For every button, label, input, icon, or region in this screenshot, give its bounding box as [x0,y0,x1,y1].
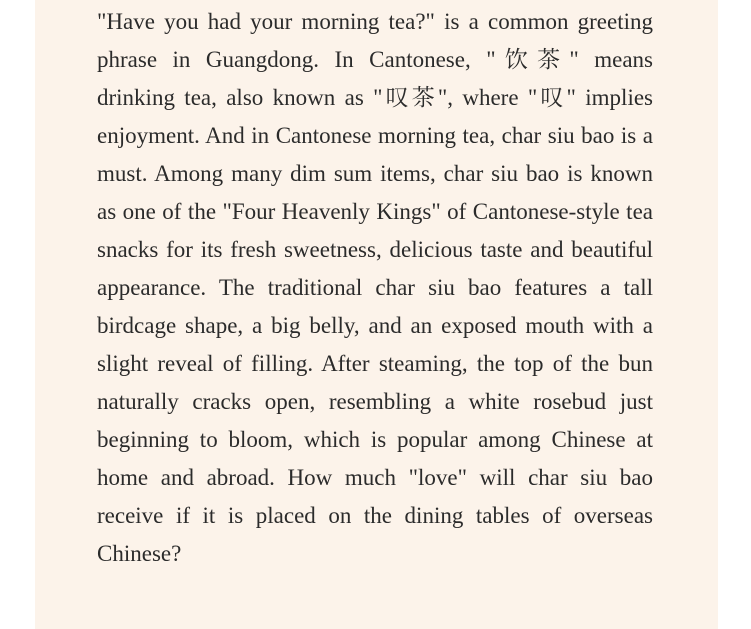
article-paragraph: "Have you had your morning tea?" is a common greeting phrase in Guangdong. In Cantonese, "饮茶" means drinking tea, also known as "叹茶", where "叹" implies enjoyment. And in Cantonese morning tea, char siu bao is a must. Among many dim sum items, char siu bao is known as one of the "Four Heavenly Kings" of Cantonese-style tea snacks for its fresh sweetness, delicious taste and beautiful appearance. The traditional char siu bao features a tall birdcage shape, a big belly, and an exposed mouth with a slight reveal of filling. After steaming, the top of the bun naturally cracks open, resembling a white rosebud just beginning to bloom, which is popular among Chinese at home and abroad. How much "love" will char siu bao receive if it is placed on the dining tables of overseas Chinese? [97,9,653,566]
article-card [35,0,718,629]
